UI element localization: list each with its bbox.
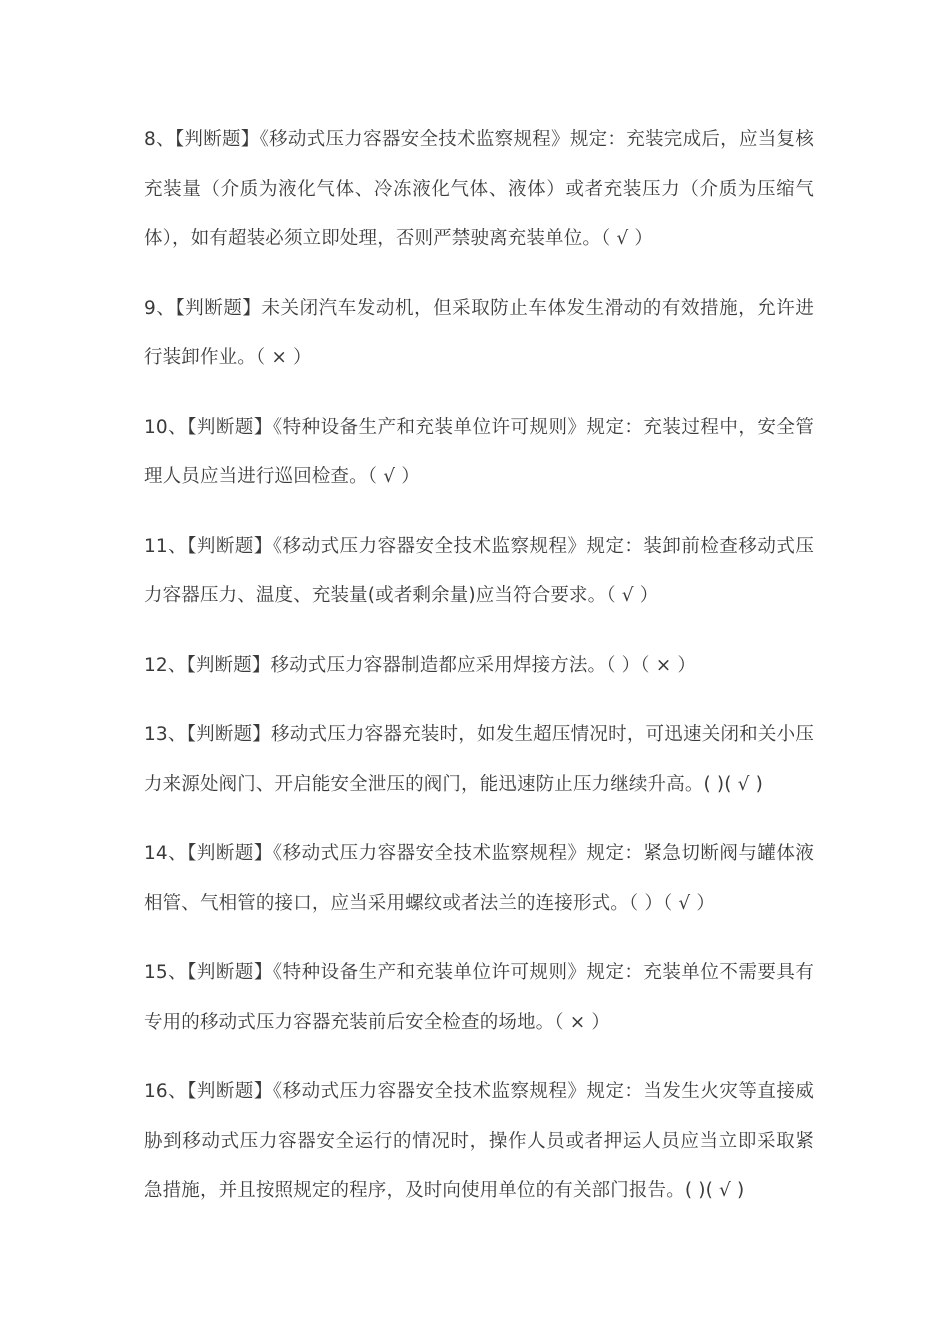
question-item: [144, 1067, 814, 1216]
question-text: 14、【判断题】《移动式压力容器安全技术监察规程》规定：紧急切断阀与罐体液相管、气相管的接口，应当采用螺纹或者法兰的连接形式。（ ）（ √ ）: [144, 843, 814, 914]
question-text: 10、【判断题】《特种设备生产和充装单位许可规则》规定：充装过程中，安全管理人员应当进行巡回检查。（ √ ）: [144, 416, 814, 487]
question-item: [144, 403, 814, 502]
question-text: 15、【判断题】《特种设备生产和充装单位许可规则》规定：充装单位不需要具有专用的移动式压力容器充装前后安全检查的场地。（ × ）: [144, 962, 814, 1033]
question-text: 16、【判断题】《移动式压力容器安全技术监察规程》规定：当发生火灾等直接威胁到移动式压力容器安全运行的情况时，操作人员或者押运人员应当立即采取紧急措施，并且按照规定的程序，及时向使用单位的有关部门报告。( )( √ ): [144, 1081, 814, 1201]
question-item: [144, 710, 814, 809]
question-text: 8、【判断题】《移动式压力容器安全技术监察规程》规定：充装完成后，应当复核充装量（介质为液化气体、冷冻液化气体、液体）或者充装压力（介质为压缩气体），如有超装必须立即处理，否则严禁驶离充装单位。（ √ ）: [144, 129, 814, 249]
question-item: [144, 641, 814, 691]
question-item: [144, 522, 814, 621]
question-text: 12、【判断题】移动式压力容器制造都应采用焊接方法。（ ）（ × ）: [144, 654, 697, 676]
question-item: [144, 284, 814, 383]
question-list: [144, 115, 814, 1236]
question-item: [144, 948, 814, 1047]
question-text: 13、【判断题】移动式压力容器充装时，如发生超压情况时，可迅速关闭和关小压力来源处阀门、开启能安全泄压的阀门，能迅速防止压力继续升高。( )( √ ): [144, 724, 814, 795]
question-text: 11、【判断题】《移动式压力容器安全技术监察规程》规定：装卸前检查移动式压力容器压力、温度、充装量(或者剩余量)应当符合要求。（ √ ）: [144, 535, 814, 606]
question-item: [144, 829, 814, 928]
question-text: 9、【判断题】未关闭汽车发动机，但采取防止车体发生滑动的有效措施，允许进行装卸作业。（ × ）: [144, 297, 814, 368]
question-item: [144, 115, 814, 264]
